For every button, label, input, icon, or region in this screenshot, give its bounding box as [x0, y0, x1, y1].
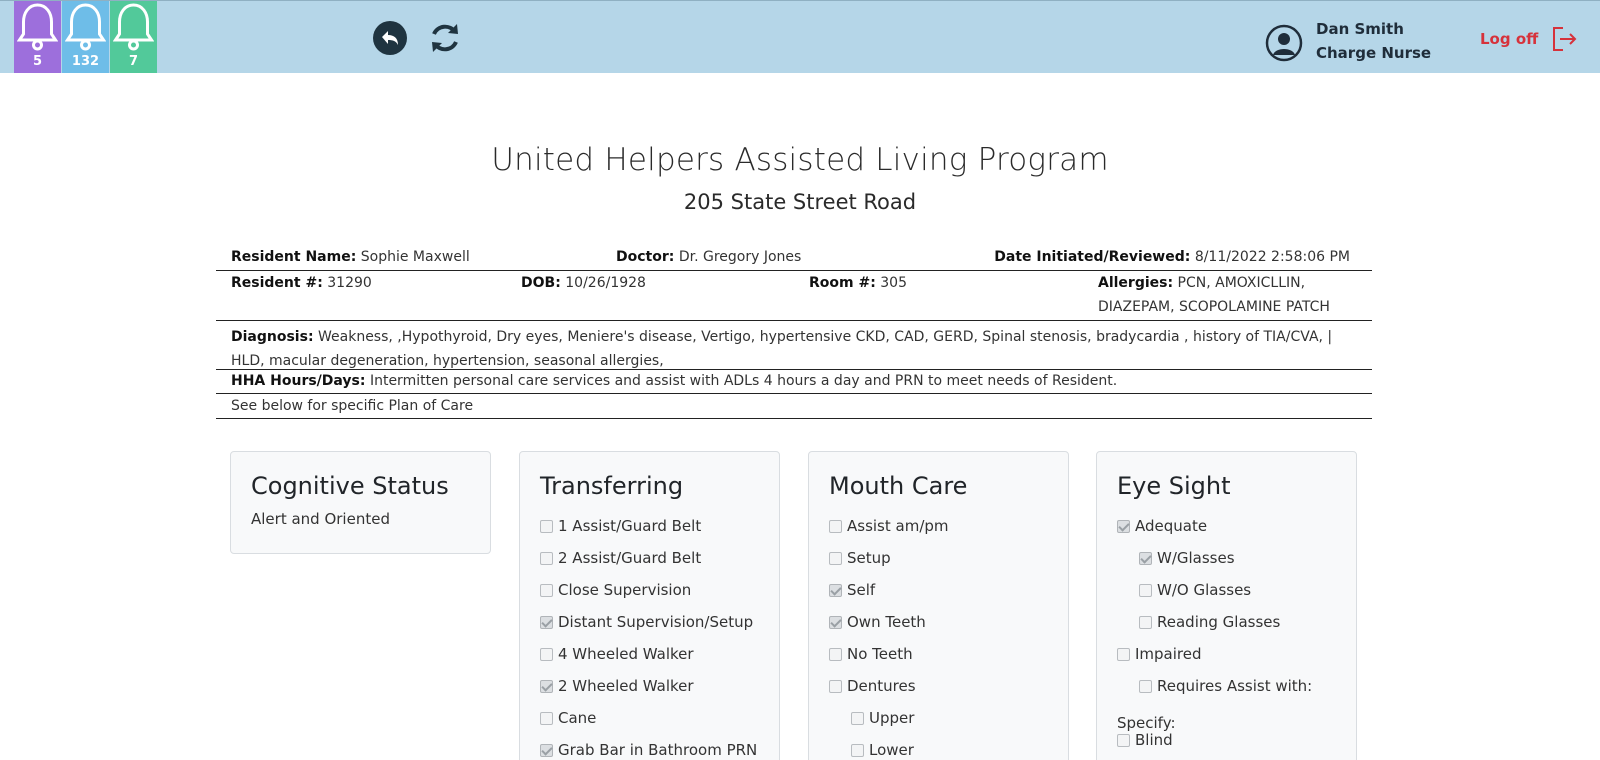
diagnosis-value: Weakness, ,Hypothyroid, Dry eyes, Meniere's disease, Vertigo, hypertensive CKD, CAD, GERD, Spinal stenosis, bradycardia , history of TIA/CVA, | HLD, macular degeneration, hypertension, seasonal allergies, [231, 329, 1333, 369]
refresh-icon [427, 20, 463, 56]
bell-icon [17, 2, 58, 52]
option-label: Distant Supervision/Setup [558, 613, 754, 631]
option-label: Self [847, 581, 876, 599]
info-row [216, 244, 1372, 271]
log-off-label: Log off [1480, 30, 1539, 48]
checkbox[interactable] [540, 712, 553, 725]
specify-label: Specify: [1117, 714, 1176, 732]
option-label: Adequate [1135, 517, 1208, 535]
room-value: 305 [880, 275, 907, 291]
notification-count: 132 [71, 54, 100, 69]
room-field [809, 275, 907, 291]
checkbox[interactable] [829, 584, 842, 597]
checkbox-option[interactable] [540, 702, 759, 734]
checkbox[interactable] [829, 648, 842, 661]
option-label: Cane [558, 709, 597, 727]
checkbox[interactable] [829, 616, 842, 629]
card-title: Mouth Care [829, 472, 968, 500]
checkbox-option[interactable] [540, 734, 759, 760]
doctor-value: Dr. Gregory Jones [678, 249, 802, 265]
date-field [994, 249, 1350, 265]
transferring-card [519, 451, 780, 760]
hha-row [216, 370, 1372, 394]
checkbox-option[interactable] [829, 670, 1048, 702]
option-with-glasses[interactable] [1117, 542, 1336, 574]
eye-sight-card [1096, 451, 1357, 760]
dob-label: DOB: [521, 275, 561, 291]
notification-bell-blue[interactable] [62, 1, 109, 73]
option-label: Blind [1135, 731, 1173, 749]
option-impaired[interactable] [1117, 638, 1336, 670]
log-off-icon [1550, 25, 1578, 53]
cognitive-status-card [230, 451, 491, 554]
checkbox-option[interactable] [540, 574, 759, 606]
checkbox-option[interactable] [540, 510, 759, 542]
option-label: Own Teeth [847, 613, 926, 631]
diagnosis-label: Diagnosis: [231, 329, 314, 345]
option-label: Dentures [847, 677, 916, 695]
checkbox-option[interactable] [829, 542, 1048, 574]
checkbox[interactable] [1139, 552, 1152, 565]
option-label: 2 Wheeled Walker [558, 677, 694, 695]
back-button[interactable] [372, 20, 408, 56]
option-label: Close Supervision [558, 581, 692, 599]
option-without-glasses[interactable] [1117, 574, 1336, 606]
top-bar [0, 0, 1600, 73]
program-title: United Helpers Assisted Living Program [491, 142, 1109, 178]
option-label: Assist am/pm [847, 517, 949, 535]
option-requires-assist[interactable] [1117, 670, 1336, 702]
checkbox-option[interactable] [829, 606, 1048, 638]
doctor-label: Doctor: [616, 249, 675, 265]
resident-name-field [231, 249, 470, 265]
checkbox-option[interactable] [540, 638, 759, 670]
hha-label: HHA Hours/Days: [231, 373, 366, 389]
resident-number-label: Resident #: [231, 275, 323, 291]
bell-icon [113, 2, 154, 52]
program-address: 205 State Street Road [683, 190, 917, 214]
dob-value: 10/26/1928 [565, 275, 646, 291]
notification-count: 7 [128, 54, 139, 69]
card-title: Eye Sight [1117, 472, 1231, 500]
allergies-label: Allergies: [1098, 275, 1174, 291]
checkbox[interactable] [1139, 584, 1152, 597]
resident-name-value: Sophie Maxwell [360, 249, 470, 265]
option-label: Grab Bar in Bathroom PRN [558, 741, 758, 759]
option-label: Impaired [1135, 645, 1202, 663]
info-row [216, 271, 1372, 321]
option-label: Reading Glasses [1157, 613, 1281, 631]
checkbox-option[interactable] [829, 574, 1048, 606]
plan-note: See below for specific Plan of Care [231, 398, 474, 414]
checkbox[interactable] [1117, 648, 1130, 661]
checkbox-option[interactable] [829, 734, 1048, 760]
option-blind[interactable] [1117, 728, 1336, 752]
checkbox[interactable] [1117, 734, 1130, 747]
option-label: No Teeth [847, 645, 913, 663]
checkbox-option[interactable] [540, 670, 759, 702]
checkbox[interactable] [851, 712, 864, 725]
plan-note-row [216, 394, 1372, 419]
user-avatar-icon [1265, 24, 1303, 62]
option-label: 4 Wheeled Walker [558, 645, 694, 663]
checkbox-option[interactable] [829, 638, 1048, 670]
refresh-button[interactable] [427, 20, 463, 56]
resident-number-field [231, 275, 372, 291]
option-label: Setup [847, 549, 891, 567]
checkbox[interactable] [540, 616, 553, 629]
notification-count: 5 [32, 54, 43, 69]
option-label: Requires Assist with: [1157, 677, 1313, 695]
allergies-field [1098, 271, 1358, 319]
diagnosis-row [216, 321, 1372, 370]
checkbox[interactable] [540, 552, 553, 565]
mouth-care-card [808, 451, 1069, 760]
option-reading-glasses[interactable] [1117, 606, 1336, 638]
checkbox[interactable] [540, 520, 553, 533]
checkbox[interactable] [540, 584, 553, 597]
checkbox[interactable] [829, 680, 842, 693]
date-label: Date Initiated/Reviewed: [994, 249, 1191, 265]
hha-value: Intermitten personal care services and assist with ADLs 4 hours a day and PRN to meet needs of Resident. [369, 373, 1118, 389]
resident-number-value: 31290 [327, 275, 372, 291]
date-value: 8/11/2022 2:58:06 PM [1194, 249, 1350, 265]
back-arrow-icon [372, 20, 408, 56]
notification-bell-green[interactable] [110, 1, 157, 73]
checkbox[interactable] [1139, 616, 1152, 629]
room-label: Room #: [809, 275, 876, 291]
option-label: 1 Assist/Guard Belt [558, 517, 702, 535]
option-label: 2 Assist/Guard Belt [558, 549, 702, 567]
option-label: W/Glasses [1157, 549, 1235, 567]
checkbox-option[interactable] [540, 542, 759, 574]
option-label: W/O Glasses [1157, 581, 1252, 599]
checkbox[interactable] [540, 744, 553, 757]
cognitive-status-value: Alert and Oriented [251, 510, 390, 528]
resident-name-label: Resident Name: [231, 249, 357, 265]
notification-bell-purple[interactable] [14, 1, 61, 73]
checkbox-option[interactable] [829, 702, 1048, 734]
card-title: Transferring [540, 472, 684, 500]
checkbox[interactable] [1139, 680, 1152, 693]
checkbox[interactable] [851, 744, 864, 757]
card-title: Cognitive Status [251, 472, 449, 500]
allergies-value: PCN, AMOXICLLIN, DIAZEPAM, SCOPOLAMINE PATCH [1098, 275, 1330, 315]
bell-icon [65, 2, 106, 52]
doctor-field [616, 249, 801, 265]
log-off-button[interactable] [1480, 25, 1578, 53]
dob-field [521, 275, 646, 291]
option-label: Lower [869, 741, 914, 759]
user-role: Charge Nurse [1316, 44, 1432, 62]
option-adequate[interactable] [1117, 510, 1336, 542]
option-label: Upper [869, 709, 915, 727]
checkbox[interactable] [829, 552, 842, 565]
checkbox-option[interactable] [829, 510, 1048, 542]
checkbox[interactable] [829, 520, 842, 533]
checkbox-option[interactable] [540, 606, 759, 638]
checkbox[interactable] [1117, 520, 1130, 533]
checkbox[interactable] [540, 680, 553, 693]
resident-info [216, 244, 1372, 419]
checkbox[interactable] [540, 648, 553, 661]
user-name: Dan Smith [1316, 20, 1404, 38]
